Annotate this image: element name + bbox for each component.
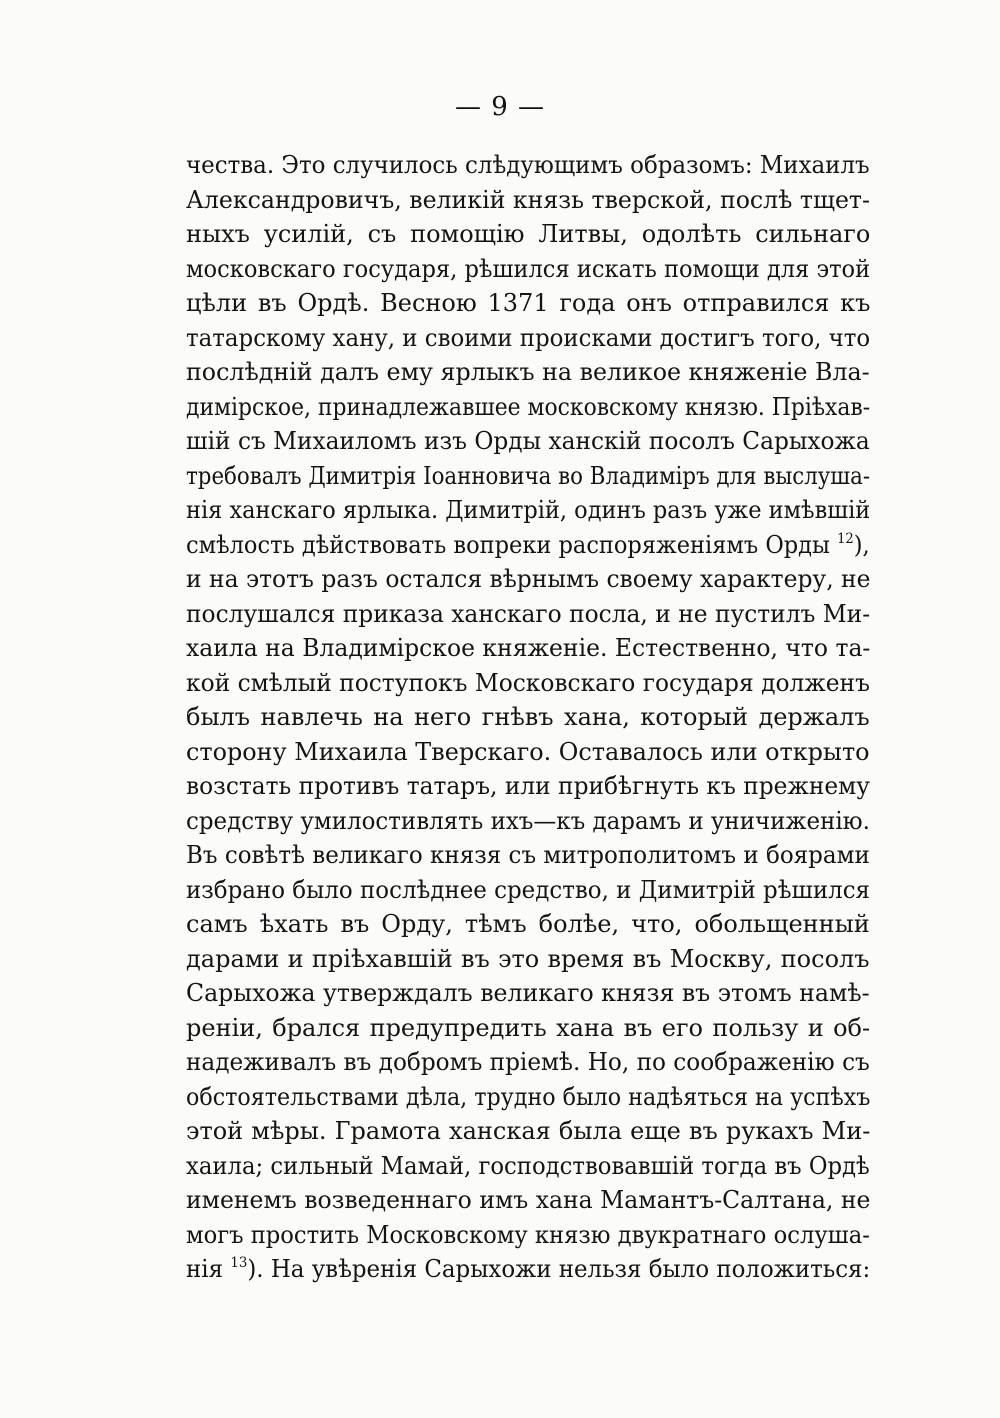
body-text (186, 148, 870, 1287)
line-text: хаила на Владимірское княженіе. Естественно, что та- (186, 634, 871, 662)
text-line (186, 666, 870, 701)
text-line (186, 528, 870, 563)
text-line (186, 907, 870, 942)
line-text: обстоятельствами дѣла, трудно было надѣяться на успѣхъ (186, 1082, 871, 1111)
line-text: смѣлость дѣйствовать вопреки распоряженіямъ Орды (186, 530, 830, 559)
text-line (186, 321, 870, 356)
text-line (186, 976, 870, 1011)
text-line (186, 217, 870, 252)
line-text: московскаго государя, рѣшился искать помощи для этой (186, 254, 871, 283)
line-text: самъ ѣхать въ Орду, тѣмъ болѣе, что, обольщенный (186, 910, 870, 938)
text-line (186, 1149, 870, 1184)
line-text: Сарыхожа утверждалъ великаго князя въ этомъ намѣ- (186, 979, 870, 1007)
text-line (186, 183, 870, 218)
page-number: — 9 — (454, 92, 546, 122)
text-line (186, 562, 870, 597)
line-text: дарами и пріѣхавшій въ это время въ Москву, посолъ (186, 944, 870, 973)
line-text: Александровичъ, великій князь тверской, послѣ тщет- (186, 185, 870, 214)
line-text: кой смѣлый поступокъ Московскаго государя долженъ (186, 668, 870, 697)
text-line (186, 493, 870, 528)
line-text: надеживалъ въ добромъ пріемѣ. Но, по соображенію съ (186, 1048, 870, 1076)
footnote-marker: 12 (837, 530, 854, 547)
line-text: послѣдній далъ ему ярлыкъ на великое княженіе Вла- (186, 358, 870, 386)
line-text: средству умилостивлять ихъ—къ дарамъ и уничиженію. (186, 806, 870, 835)
line-text: татарскому хану, и своими происками достигъ того, что (186, 323, 871, 352)
footnote-marker: 13 (230, 1255, 248, 1271)
text-line (186, 804, 870, 839)
text-line (186, 355, 870, 390)
line-text: нія ханскаго ярлыка. Димитрій, одинъ разъ уже имѣвшій (186, 496, 871, 524)
line-text: послушался приказа ханскаго посла, и не пустилъ Ми- (186, 599, 871, 628)
text-line (186, 631, 870, 666)
text-line (186, 769, 870, 804)
line-text: нія (186, 1255, 224, 1283)
text-line (186, 942, 870, 977)
text-line (186, 597, 870, 632)
text-line (186, 838, 870, 873)
text-line (186, 252, 870, 287)
line-text: возстать противъ татаръ, или прибѣгнуть къ прежнему (186, 772, 870, 800)
line-text: сторону Михаила Тверскаго. Оставалось или открыто (186, 737, 870, 766)
line-text-continuation: ), (853, 530, 870, 559)
text-line (186, 1045, 870, 1080)
line-text: ныхъ усилій, съ помощію Литвы, одолѣть сильнаго (186, 220, 871, 248)
line-text: этой мѣры. Грамота ханская была еще въ рукахъ Ми- (186, 1117, 871, 1145)
line-text: чества. Это случилось слѣдующимъ образомъ: Михаилъ (186, 151, 870, 179)
line-text: реніи, брался предупредить хана въ его пользу и об- (186, 1013, 871, 1042)
text-line (186, 873, 870, 908)
line-text: цѣли въ Ордѣ. Весною 1371 года онъ отправился къ (186, 289, 871, 317)
text-line (186, 1011, 870, 1046)
line-text: былъ навлечь на него гнѣвъ хана, который держалъ (186, 703, 870, 731)
line-text-continuation: ). На увѣренія Сарыхожи нельзя было положиться: (247, 1255, 871, 1283)
text-line (186, 459, 870, 494)
line-text: и на этотъ разъ остался вѣрнымъ своему характеру, не (186, 565, 871, 593)
line-text: требовалъ Димитрія Іоанновича во Владиміръ для выслуша- (186, 461, 871, 490)
line-text: могъ простить Московскому князю двукратнаго ослуша- (186, 1220, 870, 1249)
text-line (186, 286, 870, 321)
text-line (186, 1080, 870, 1115)
text-line (186, 1252, 870, 1287)
line-text: димірское, принадлежавшее московскому князю. Пріѣхав- (186, 392, 871, 421)
text-line (186, 424, 870, 459)
text-line (186, 1218, 870, 1253)
line-text: хаила; сильный Мамай, господствовавшій тогда въ Ордѣ (186, 1151, 870, 1180)
text-line (186, 1114, 870, 1149)
line-text: избрано было послѣднее средство, и Димитрій рѣшился (186, 875, 871, 904)
text-line (186, 390, 870, 425)
text-line (186, 148, 870, 183)
line-text: именемъ возведеннаго имъ хана Мамантъ-Салтана, не (186, 1186, 871, 1214)
line-text: шій съ Михаиломъ изъ Орды ханскій посолъ Сарыхожа (186, 427, 870, 455)
text-line (186, 735, 870, 770)
text-line (186, 1183, 870, 1218)
text-line (186, 700, 870, 735)
line-text: Въ совѣтѣ великаго князя съ митрополитомъ и боярами (186, 841, 870, 869)
